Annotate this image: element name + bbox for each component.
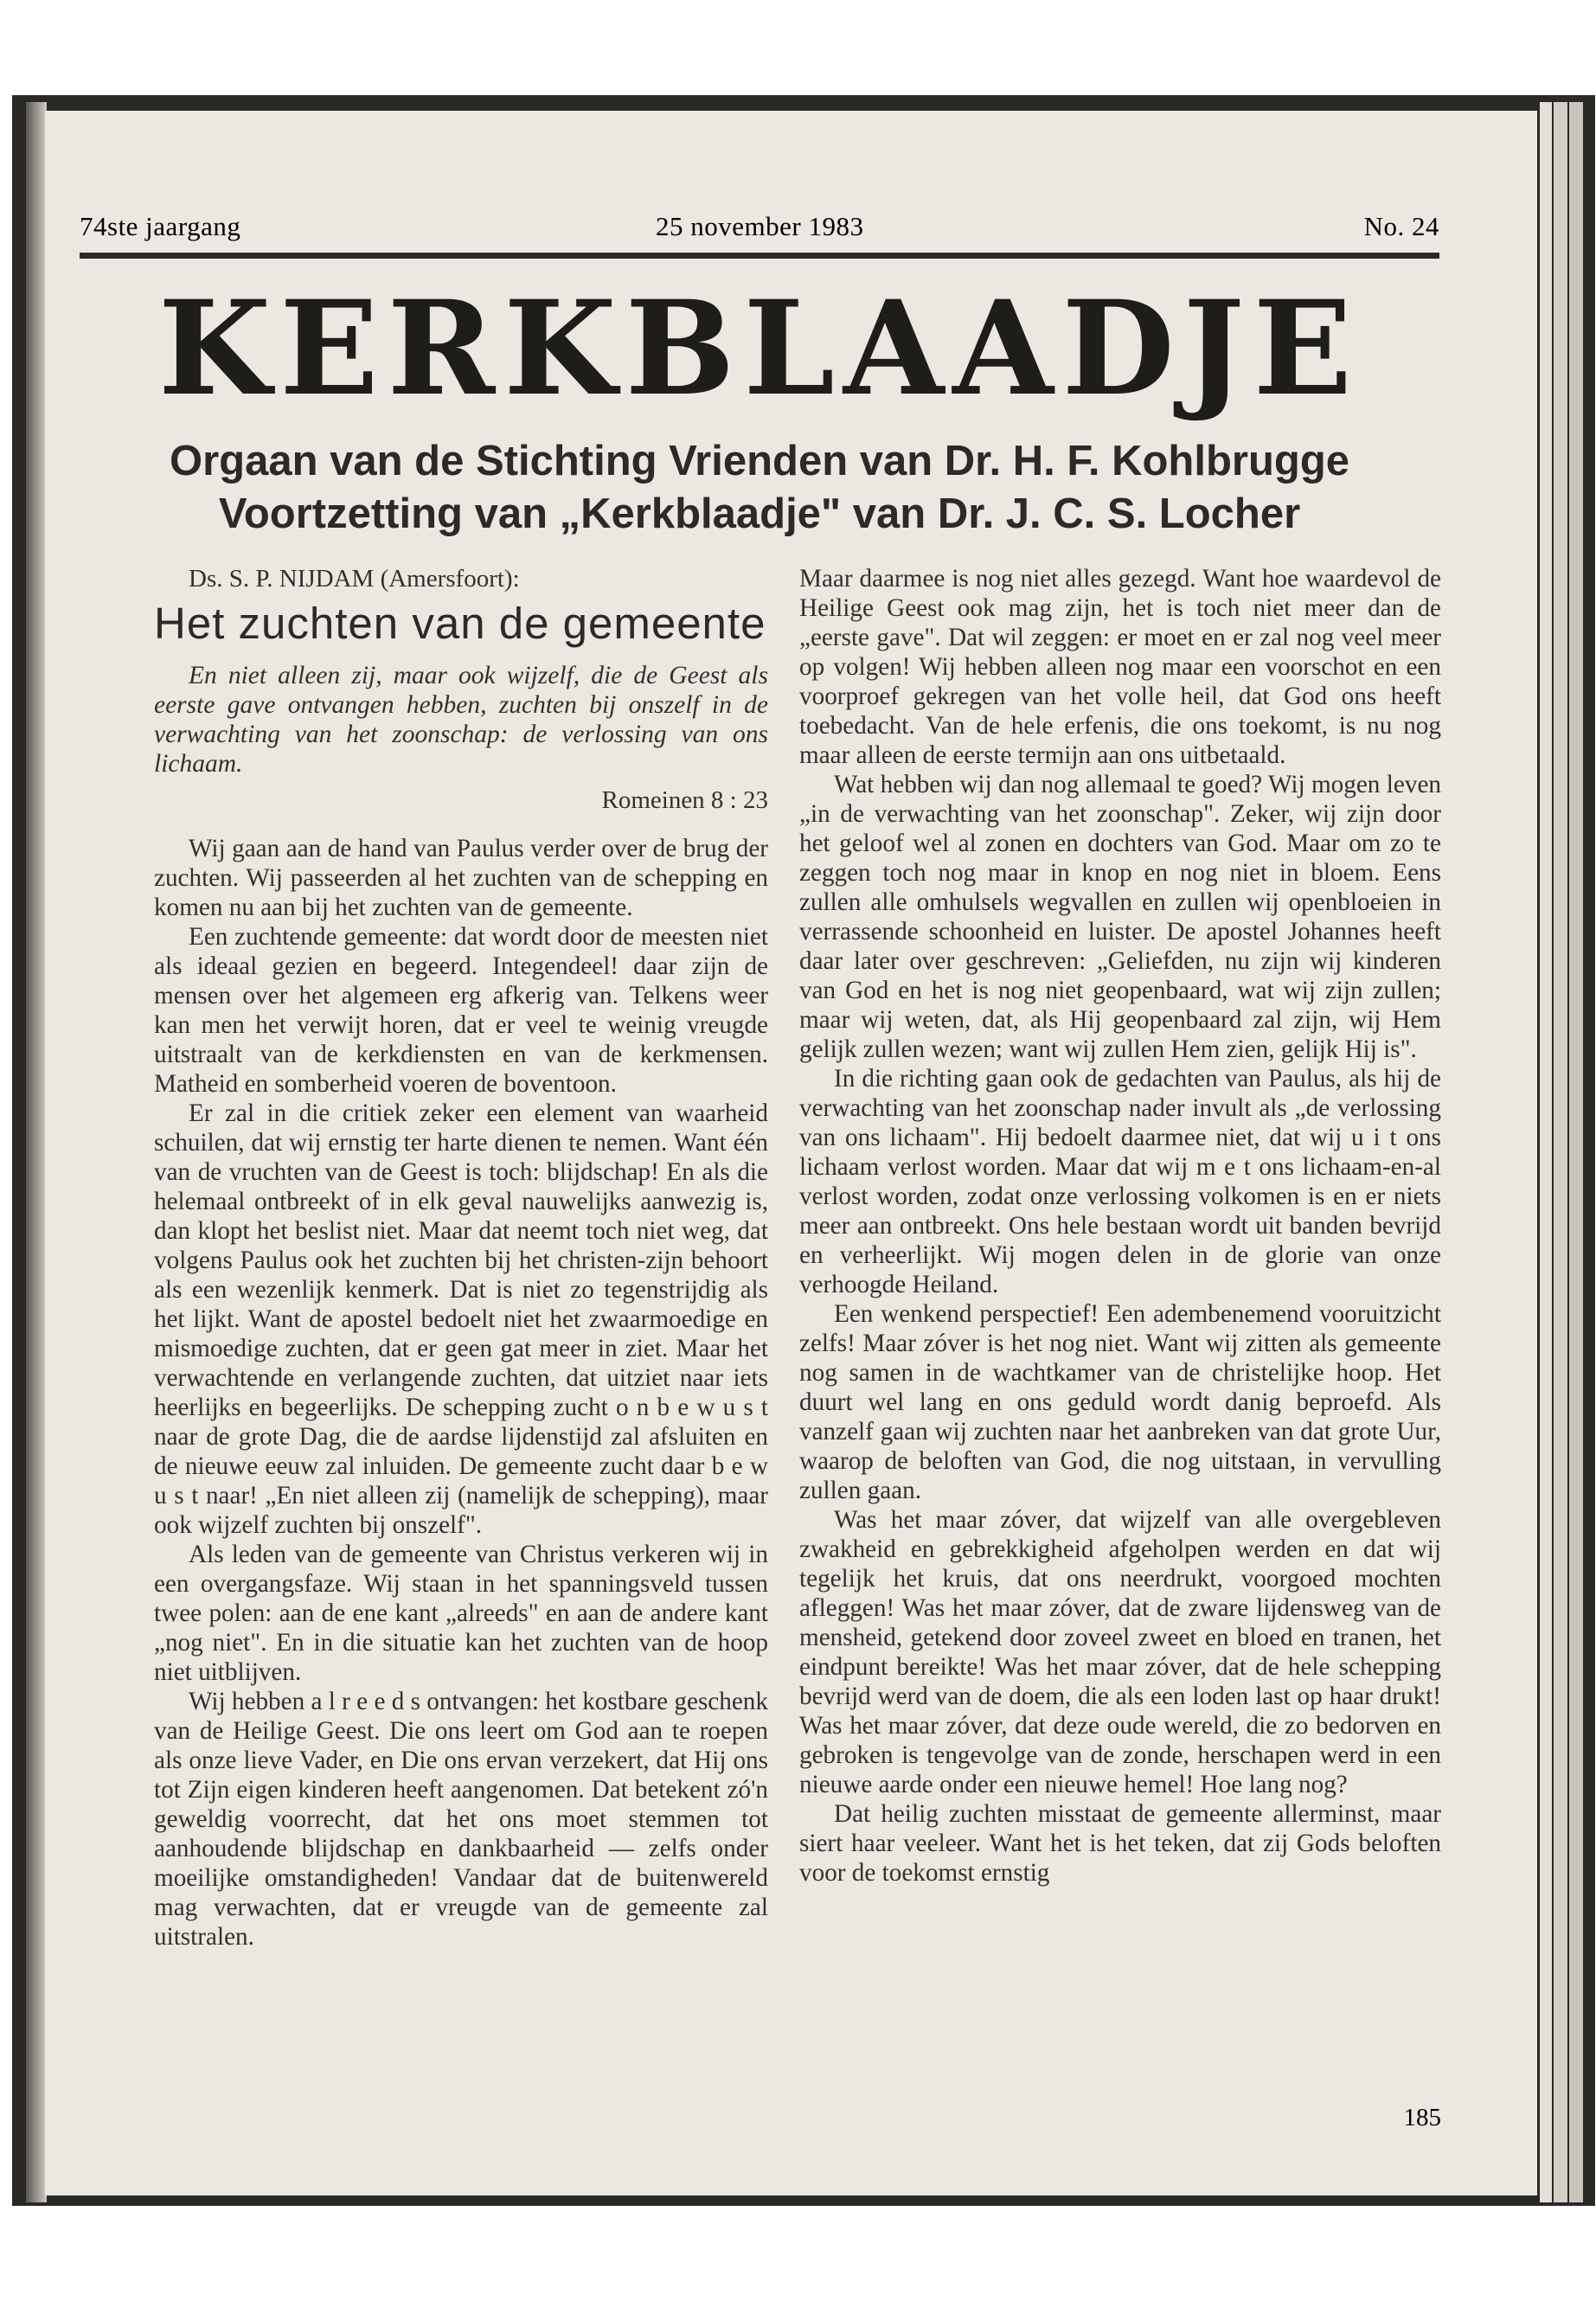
subtitle-line-1: Orgaan van de Stichting Vrienden van Dr. H. F. Kohlbrugge <box>169 438 1350 484</box>
paragraph: Wij gaan aan de hand van Paulus verder over de brug der zuchten. Wij passeerden al het zuchten van de schepping en komen nu aan bij het zuchten van de gemeente. <box>154 835 768 921</box>
page-number: 185 <box>1403 2104 1441 2131</box>
paragraph: Was het maar zóver, dat wijzelf van alle overgebleven zwakheid en gebrekkigheid afgeholpen werden en dat wij tegelijk het kruis, dat ons neerdrukt, voorgoed mochten afleggen! Was het maar zóver, dat de zware lijdensweg van de mensheid, getekend door zoveel zweet en bloed en tranen, het eindpunt bereikte! Was het maar zóver, dat de hele schepping bevrijd werd van de doem, die als een loden last op haar drukt! Was het maar zóver, dat deze oude wereld, die zo bedorven en gebroken is tengevolge van de zonde, herschapen werd in een nieuwe aarde onder een nieuwe hemel! Hoe lang nog? <box>799 1506 1441 1798</box>
newspaper-title: KERKBLAADJE <box>157 272 1362 425</box>
volume-label: 74ste jaargang <box>80 211 241 241</box>
paragraph: Er zal in die critiek zeker een element van waarheid schuilen, dat wij ernstig ter harte dienen te nemen. Want één van de vruchten van de Geest is toch: blijdschap! En als die helemaal ontbreekt of in elk geval nauwelijks aanwezig is, dan klopt het beslist niet. Maar dat neemt toch niet weg, dat volgens Paulus ook het zuchten bij het christen-zijn behoort als een wezenlijk kenmerk. Dat is niet zo tegenstrijdig als het lijkt. Want de apostel bedoelt niet het zwaarmoedige en mismoedige zuchten, dat er geen gat meer in ziet. Maar het verwachtende en verlangende zuchten, dat uitziet naar iets heerlijks en begeerlijks. De schepping zucht o n b e w u s t naar de grote Dag, die de aardse lijdenstijd zal afsluiten en de nieuwe eeuw zal inluiden. De gemeente zucht daar b e w u s t naar! „En niet alleen zij (namelijk de schepping), maar ook wijzelf zuchten bij onszelf". <box>154 1099 768 1539</box>
left-column <box>154 564 768 1952</box>
paragraph: Wij hebben a l r e e d s ontvangen: het kostbare geschenk van de Heilige Geest. Die ons leert om God aan te roepen als onze lieve Vader, en Die ons ervan verzekert, dat Hij ons tot Zijn eigen kinderen heeft aangenomen. Dat betekent zó'n geweldig voorrecht, dat het ons moet stemmen tot aanhoudende blijdschap en dankbaarheid — zelfs onder moeilijke omstandigheden! Vandaar dat de buitenwereld mag verwachten, dat er vreugde van de gemeente zal uitstralen. <box>154 1688 768 1951</box>
epigraph-reference: Romeinen 8 : 23 <box>601 786 768 814</box>
issue-number: No. 24 <box>1363 211 1439 241</box>
issue-date: 25 november 1983 <box>656 211 864 241</box>
paragraph: Maar daarmee is nog niet alles gezegd. Want hoe waardevol de Heilige Geest ook mag zijn, het is toch niet meer dan de „eerste gave". Dat wil zeggen: er moet en er zal nog veel meer op volgen! Wij hebben alleen nog maar een voorschot en een voorproef gekregen van het volle heil, dat God ons heeft toebedacht. Van de hele erfenis, die ons toekomt, is nu nog maar alleen de eerste termijn aan ons uitbetaald. <box>799 565 1441 769</box>
right-column <box>799 564 1441 1888</box>
page-edge <box>1554 102 1567 2202</box>
subtitle-line-2: Voortzetting van „Kerkblaadje" van Dr. J. C. S. Locher <box>218 490 1301 537</box>
masthead-rule <box>80 253 1439 259</box>
paragraph: Dat heilig zuchten misstaat de gemeente allerminst, maar siert haar veeleer. Want het is het teken, dat zij Gods beloften voor de toekomst ernstig <box>799 1800 1441 1887</box>
paragraph: Als leden van de gemeente van Christus verkeren wij in een overgangsfaze. Wij staan in het spanningsveld tussen twee polen: aan de ene kant „alreeds" en aan de andere kant „nog niet". En in die situatie kan het zuchten van de hoop niet uitblijven. <box>154 1541 768 1686</box>
page-edge <box>1569 102 1583 2202</box>
paragraph: Een zuchtende gemeente: dat wordt door de meesten niet als ideaal gezien en begeerd. Integendeel! daar zijn de mensen over het algemeen erg afkerig van. Telkens weer kan men het verwijt horen, dat er veel te weinig vreugde uitstraalt van de kerkdiensten en van de kerkmensen. Matheid en somberheid voeren de boventoon. <box>154 923 768 1098</box>
paragraph: In die richting gaan ook de gedachten van Paulus, als hij de verwachting van het zoonschap nader invult als „de verlossing van ons lichaam". Hij bedoelt daarmee niet, dat wij u i t ons lichaam verlost worden. Maar dat wij m e t ons lichaam-en-al verlost worden, zodat onze verlossing volkomen is en er niets meer aan ontbreekt. Ons hele bestaan wordt uit banden bevrijd en verheerlijkt. Wij mogen delen in de glorie van onze verhoogde Heiland. <box>799 1065 1441 1298</box>
paragraph: Een wenkend perspectief! Een adembenemend vooruitzicht zelfs! Maar zóver is het nog niet. Want wij zitten als gemeente nog samen in de wachtkamer van de christelijke hoop. Het duurt wel lang en ons geduld wordt danig beproefd. Als vanzelf gaan wij zuchten naar het aanbreken van dat grote Uur, waarop de beloften van God, die nog uitstaan, in vervulling zullen gaan. <box>799 1300 1441 1504</box>
article-title: Het zuchten van de gemeente <box>154 599 766 648</box>
article-author: Ds. S. P. NIJDAM (Amersfoort): <box>189 565 520 593</box>
paragraph: Wat hebben wij dan nog allemaal te goed? Wij mogen leven „in de verwachting van het zoonschap". Zeker, wij zijn door het geloof wel al zonen en dochters van God. Maar om zo te zeggen toch nog maar in knop en nog niet in bloem. Eens zullen alle omhulsels wegvallen en zullen wij openbloeien in verrassende schoonheid en luister. De apostel Johannes heeft daar later over geschreven: „Geliefden, nu zijn wij kinderen van God en het is nog niet geopenbaard, wat wij zijn zullen; maar wij weten, dat, als Hij geopenbaard zal zijn, wij Hem gelijk zullen wezen; want wij zullen Hem zien, gelijk Hij is". <box>799 771 1441 1063</box>
binding-shadow <box>26 102 47 2202</box>
page-edge <box>1540 102 1552 2202</box>
epigraph: En niet alleen zij, maar ook wijzelf, die de Geest als eerste gave ontvangen hebben, zuchten bij onszelf in de verwachting van het zoonschap: de verlossing van ons lichaam. <box>154 662 768 778</box>
masthead-row <box>80 211 1439 249</box>
